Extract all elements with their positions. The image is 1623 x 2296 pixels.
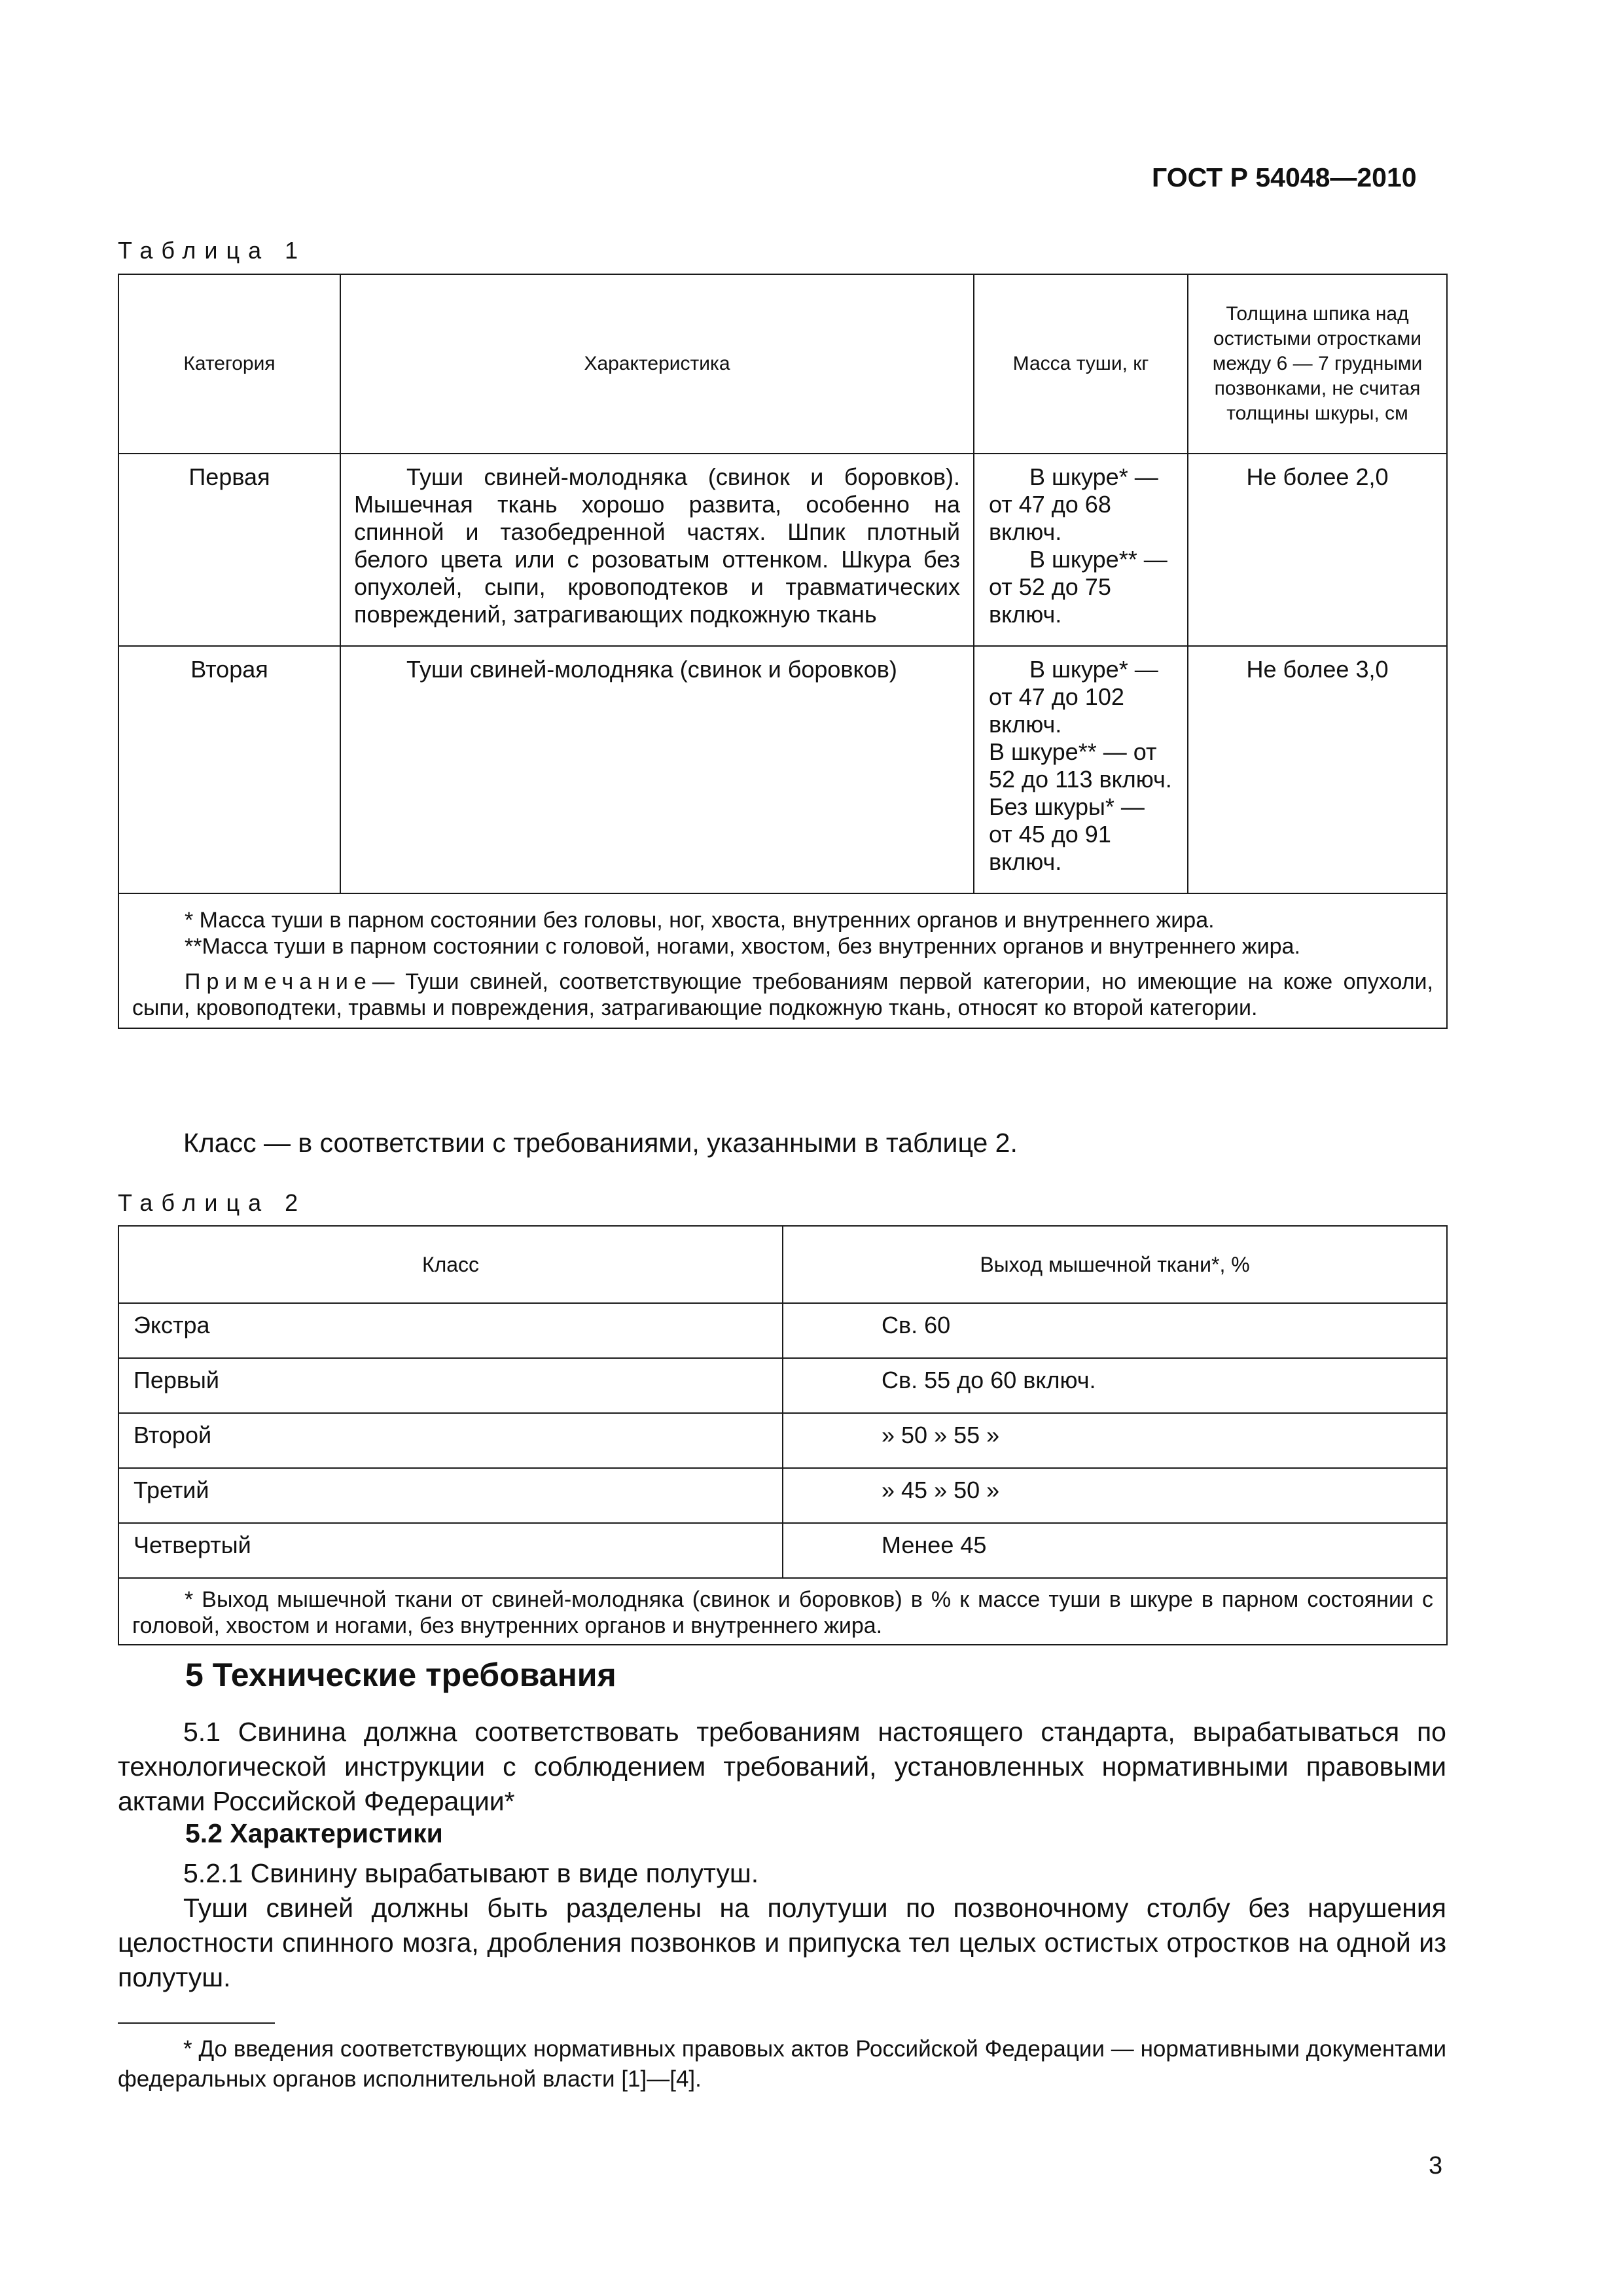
note-label: Примечание: [185, 969, 372, 994]
yield-cell: Св. 60: [783, 1303, 1447, 1358]
table-2-caption: Таблица 2: [118, 1189, 307, 1216]
table-note: [132, 969, 1433, 1021]
paragraph-5-1: 5.1 Свинина должна соответствовать требованиям настоящего стандарта, вырабатываться по технологической инструкции с соблюдением требований, установленных нормативными правовыми актами Российской Федерации*: [118, 1717, 1446, 1816]
table-2: [118, 1225, 1448, 1645]
footnote-divider: [118, 2022, 275, 2024]
page-number: 3: [1429, 2152, 1443, 2179]
page-footnote: * До введения соответствующих нормативных правовых актов Российской Федерации — нормативными документами федеральных органов исполнительной власти [1]—[4].: [118, 2036, 1446, 2092]
description-cell: Туши свиней-молодняка (свинок и боровков): [340, 646, 974, 893]
class-cell: Первый: [118, 1358, 783, 1413]
document-id: ГОСТ Р 54048—2010: [1152, 162, 1417, 192]
mass-line: В шкуре* — от 47 до 102 включ.: [989, 656, 1158, 738]
class-paragraph: Класс — в соответствии с требованиями, указанными в таблице 2.: [183, 1128, 1018, 1158]
paragraph-5-2-1-text: Туши свиней должны быть разделены на полутуши по позвоночному столбу без нарушения целостности спинного мозга, дробления позвонков и припуска тел целых остистых отростков на одной из полутуш.: [118, 1893, 1446, 1992]
table-1: [118, 274, 1448, 1029]
class-cell: Третий: [118, 1468, 783, 1523]
section-heading: 5 Технические требования: [185, 1657, 616, 1693]
yield-cell: » 45 » 50 »: [783, 1468, 1447, 1523]
category-cell: Первая: [118, 454, 340, 646]
column-header-mass: Масса туши, кг: [974, 274, 1188, 454]
subsection-heading: 5.2 Характеристики: [185, 1818, 443, 1848]
table-row: [118, 454, 1447, 646]
table-header-row: [118, 274, 1447, 454]
mass-line: Без шкуры* — от 45 до 91 включ.: [989, 793, 1145, 875]
mass-cell: [974, 454, 1188, 646]
class-cell: Второй: [118, 1413, 783, 1468]
table-row: [118, 1468, 1447, 1523]
mass-cell: [974, 646, 1188, 893]
fat-cell: Не более 3,0: [1188, 646, 1447, 893]
description-cell: Туши свиней-молодняка (свинок и боровков). Мышечная ткань хорошо развита, особенно на спинной и тазобедренной частях. Шпик плотный белого цвета или с розоватым оттенком. Шкура без опухолей, сыпи, кровоподтеков и травматических повреждений, затрагивающих подкожную ткань: [340, 454, 974, 646]
note-text: — Туши свиней, соответствующие требованиям первой категории, но имеющие на коже опухоли, сыпи, кровоподтеки, травмы и повреждения, затрагивающие подкожную ткань, относят ко второй категории.: [132, 969, 1433, 1020]
column-header-class: Класс: [118, 1226, 783, 1303]
table-header-row: [118, 1226, 1447, 1303]
footnote-line: * Масса туши в парном состоянии без головы, ног, хвоста, внутренних органов и внутреннего жира.: [185, 908, 1215, 933]
table-2-footnote: * Выход мышечной ткани от свиней-молодняка (свинок и боровков) в % к массе туши в шкуре в парном состоянии с головой, хвостом и ногами, без внутренних органов и внутреннего жира.: [118, 1578, 1447, 1645]
table-row: [118, 646, 1447, 893]
table-row: [118, 1303, 1447, 1358]
column-header-characteristic: Характеристика: [340, 274, 974, 454]
fat-cell: Не более 2,0: [1188, 454, 1447, 646]
class-cell: Экстра: [118, 1303, 783, 1358]
column-header-category: Категория: [118, 274, 340, 454]
column-header-muscle-yield: Выход мышечной ткани*, %: [783, 1226, 1447, 1303]
table-row: [118, 1523, 1447, 1578]
yield-cell: Св. 55 до 60 включ.: [783, 1358, 1447, 1413]
table-footnote-row: [118, 1578, 1447, 1645]
class-cell: Четвертый: [118, 1523, 783, 1578]
table-footnote-row: [118, 893, 1447, 1028]
table-footnotes: [118, 893, 1447, 1028]
table-row: [118, 1413, 1447, 1468]
footnote-line: **Масса туши в парном состоянии с головой, ногами, хвостом, без внутренних органов и внутреннего жира.: [185, 934, 1300, 959]
yield-cell: » 50 » 55 »: [783, 1413, 1447, 1468]
mass-line: В шкуре* — от 47 до 68 включ.: [989, 463, 1158, 545]
paragraph-5-2-1: 5.2.1 Свинину вырабатывают в виде полутуш.: [183, 1858, 759, 1888]
table-1-caption: Таблица 1: [118, 237, 307, 264]
table-row: [118, 1358, 1447, 1413]
yield-cell: Менее 45: [783, 1523, 1447, 1578]
category-cell: Вторая: [118, 646, 340, 893]
column-header-fat-thickness: Толщина шпика над остистыми отростками между 6 — 7 грудными позвонками, не считая толщины шкуры, см: [1188, 274, 1447, 454]
mass-line: В шкуре** — от 52 до 75 включ.: [989, 546, 1168, 628]
mass-line: В шкуре** — от 52 до 113 включ.: [989, 738, 1172, 793]
